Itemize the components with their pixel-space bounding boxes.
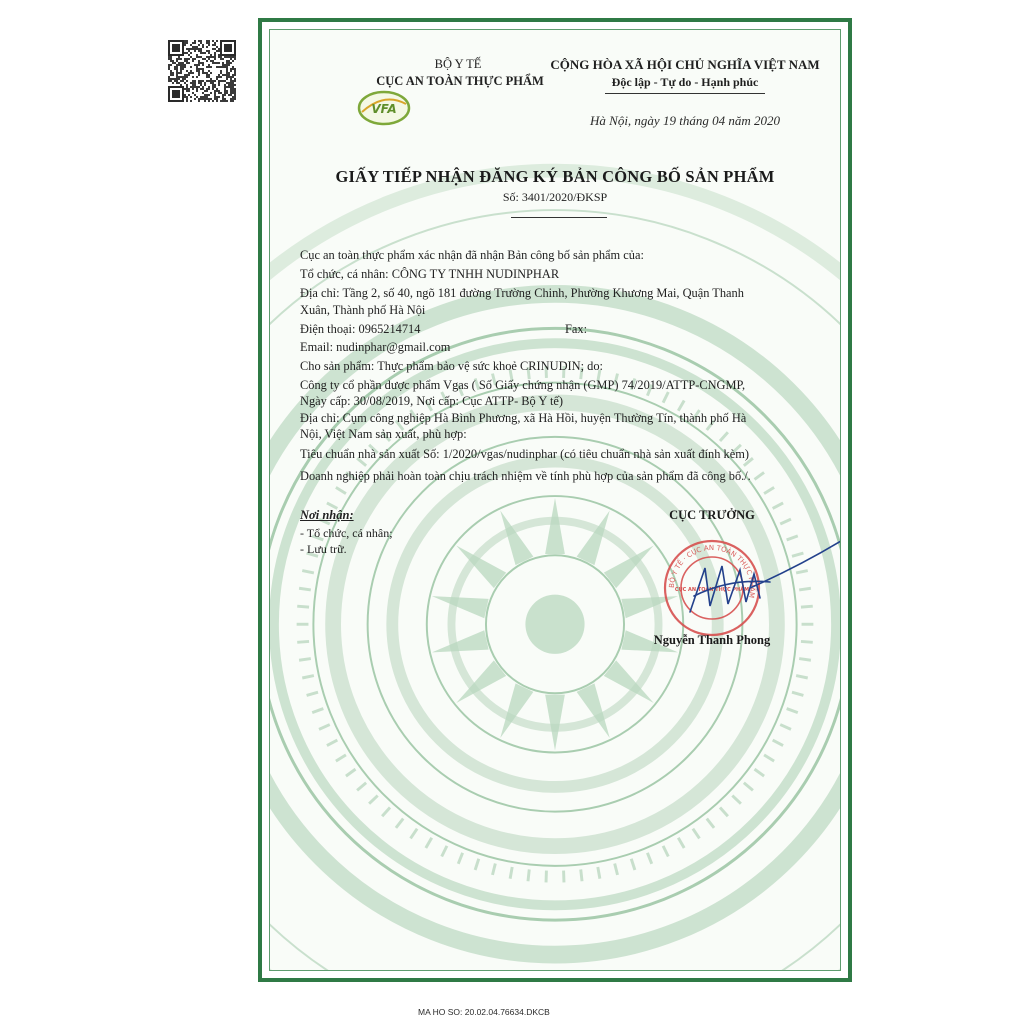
certificate-inner-frame xyxy=(269,29,841,971)
qr-code-icon xyxy=(168,40,236,102)
document-title: GIẤY TIẾP NHẬN ĐĂNG KÝ BẢN CÔNG BỐ SẢN PHẨM xyxy=(335,167,775,186)
number-underline xyxy=(511,217,607,218)
nation-name: CỘNG HÒA XÃ HỘI CHỦ NGHĨA VIỆT NAM xyxy=(550,57,820,72)
dossier-code: MA HO SO: 20.02.04.76634.DKCB xyxy=(418,1007,550,1017)
ministry-name: BỘ Y TẾ xyxy=(434,57,482,71)
logo-text: VFA xyxy=(371,102,397,116)
vfa-logo-icon xyxy=(356,88,412,128)
signer-title: CỤC TRƯỞNG xyxy=(669,508,755,522)
issue-date: Hà Nội, ngày 19 tháng 04 năm 2020 xyxy=(590,113,780,128)
body-line: Tiêu chuẩn nhà sản xuất Số: 1/2020/vgas/nudinphar (có tiêu chuẩn nhà sản xuất đính kèm) xyxy=(300,447,749,461)
body-line: Công ty cổ phần dược phẩm Vgas ( Số Giấy chứng nhận (GMP) 74/2019/ATTP-CNGMP, xyxy=(300,378,746,392)
seal-center-text: CỤC AN TOÀN THỰC PHẨM xyxy=(674,587,750,593)
body-line: Địa chỉ: Tầng 2, số 40, ngõ 181 đường Trường Chinh, Phường Khương Mai, Quận Thanh xyxy=(300,286,744,300)
body-line: Email: nudinphar@gmail.com xyxy=(300,340,451,354)
recipient-item: - Lưu trữ. xyxy=(300,542,347,556)
recipient-item: - Tổ chức, cá nhân; xyxy=(300,526,393,540)
body-line: Địa chỉ: Cụm công nghiệp Hà Bình Phương, xã Hà Hồi, huyện Thường Tín, thành phố Hà xyxy=(300,411,747,425)
signer-name: Nguyễn Thanh Phong xyxy=(653,633,771,647)
body-line: Cho sản phẩm: Thực phẩm bảo vệ sức khoẻ CRINUDIN; do: xyxy=(300,359,603,373)
fax-label: Fax: xyxy=(565,322,588,336)
body-line: Nội, Việt Nam sản xuất, phù hợp: xyxy=(300,427,467,441)
document-number: Số: 3401/2020/ĐKSP xyxy=(502,190,608,204)
body-line: Cục an toàn thực phẩm xác nhận đã nhận Bản công bố sản phẩm của: xyxy=(300,248,644,262)
body-line: Doanh nghiệp phải hoàn toàn chịu trách nhiệm về tính phù hợp của sản phẩm đã công bố./. xyxy=(300,469,751,483)
certificate-document xyxy=(258,18,852,982)
seal-ring-text: BỘ Y TẾ · CỤC AN TOÀN THỰC PHẨM xyxy=(667,543,757,599)
agency-name: CỤC AN TOÀN THỰC PHẨM xyxy=(376,74,544,88)
motto-underline xyxy=(605,93,765,94)
national-motto: Độc lập - Tự do - Hạnh phúc xyxy=(611,75,759,89)
body-line: Tổ chức, cá nhân: CÔNG TY TNHH NUDINPHAR xyxy=(300,267,560,281)
body-line: Xuân, Thành phố Hà Nội xyxy=(300,303,426,317)
body-line: Ngày cấp: 30/08/2019, Nơi cấp: Cục ATTP- Bộ Y tế) xyxy=(300,394,564,408)
body-line: Điện thoại: 0965214714 xyxy=(300,322,421,336)
recipients-title: Nơi nhận: xyxy=(300,508,354,522)
